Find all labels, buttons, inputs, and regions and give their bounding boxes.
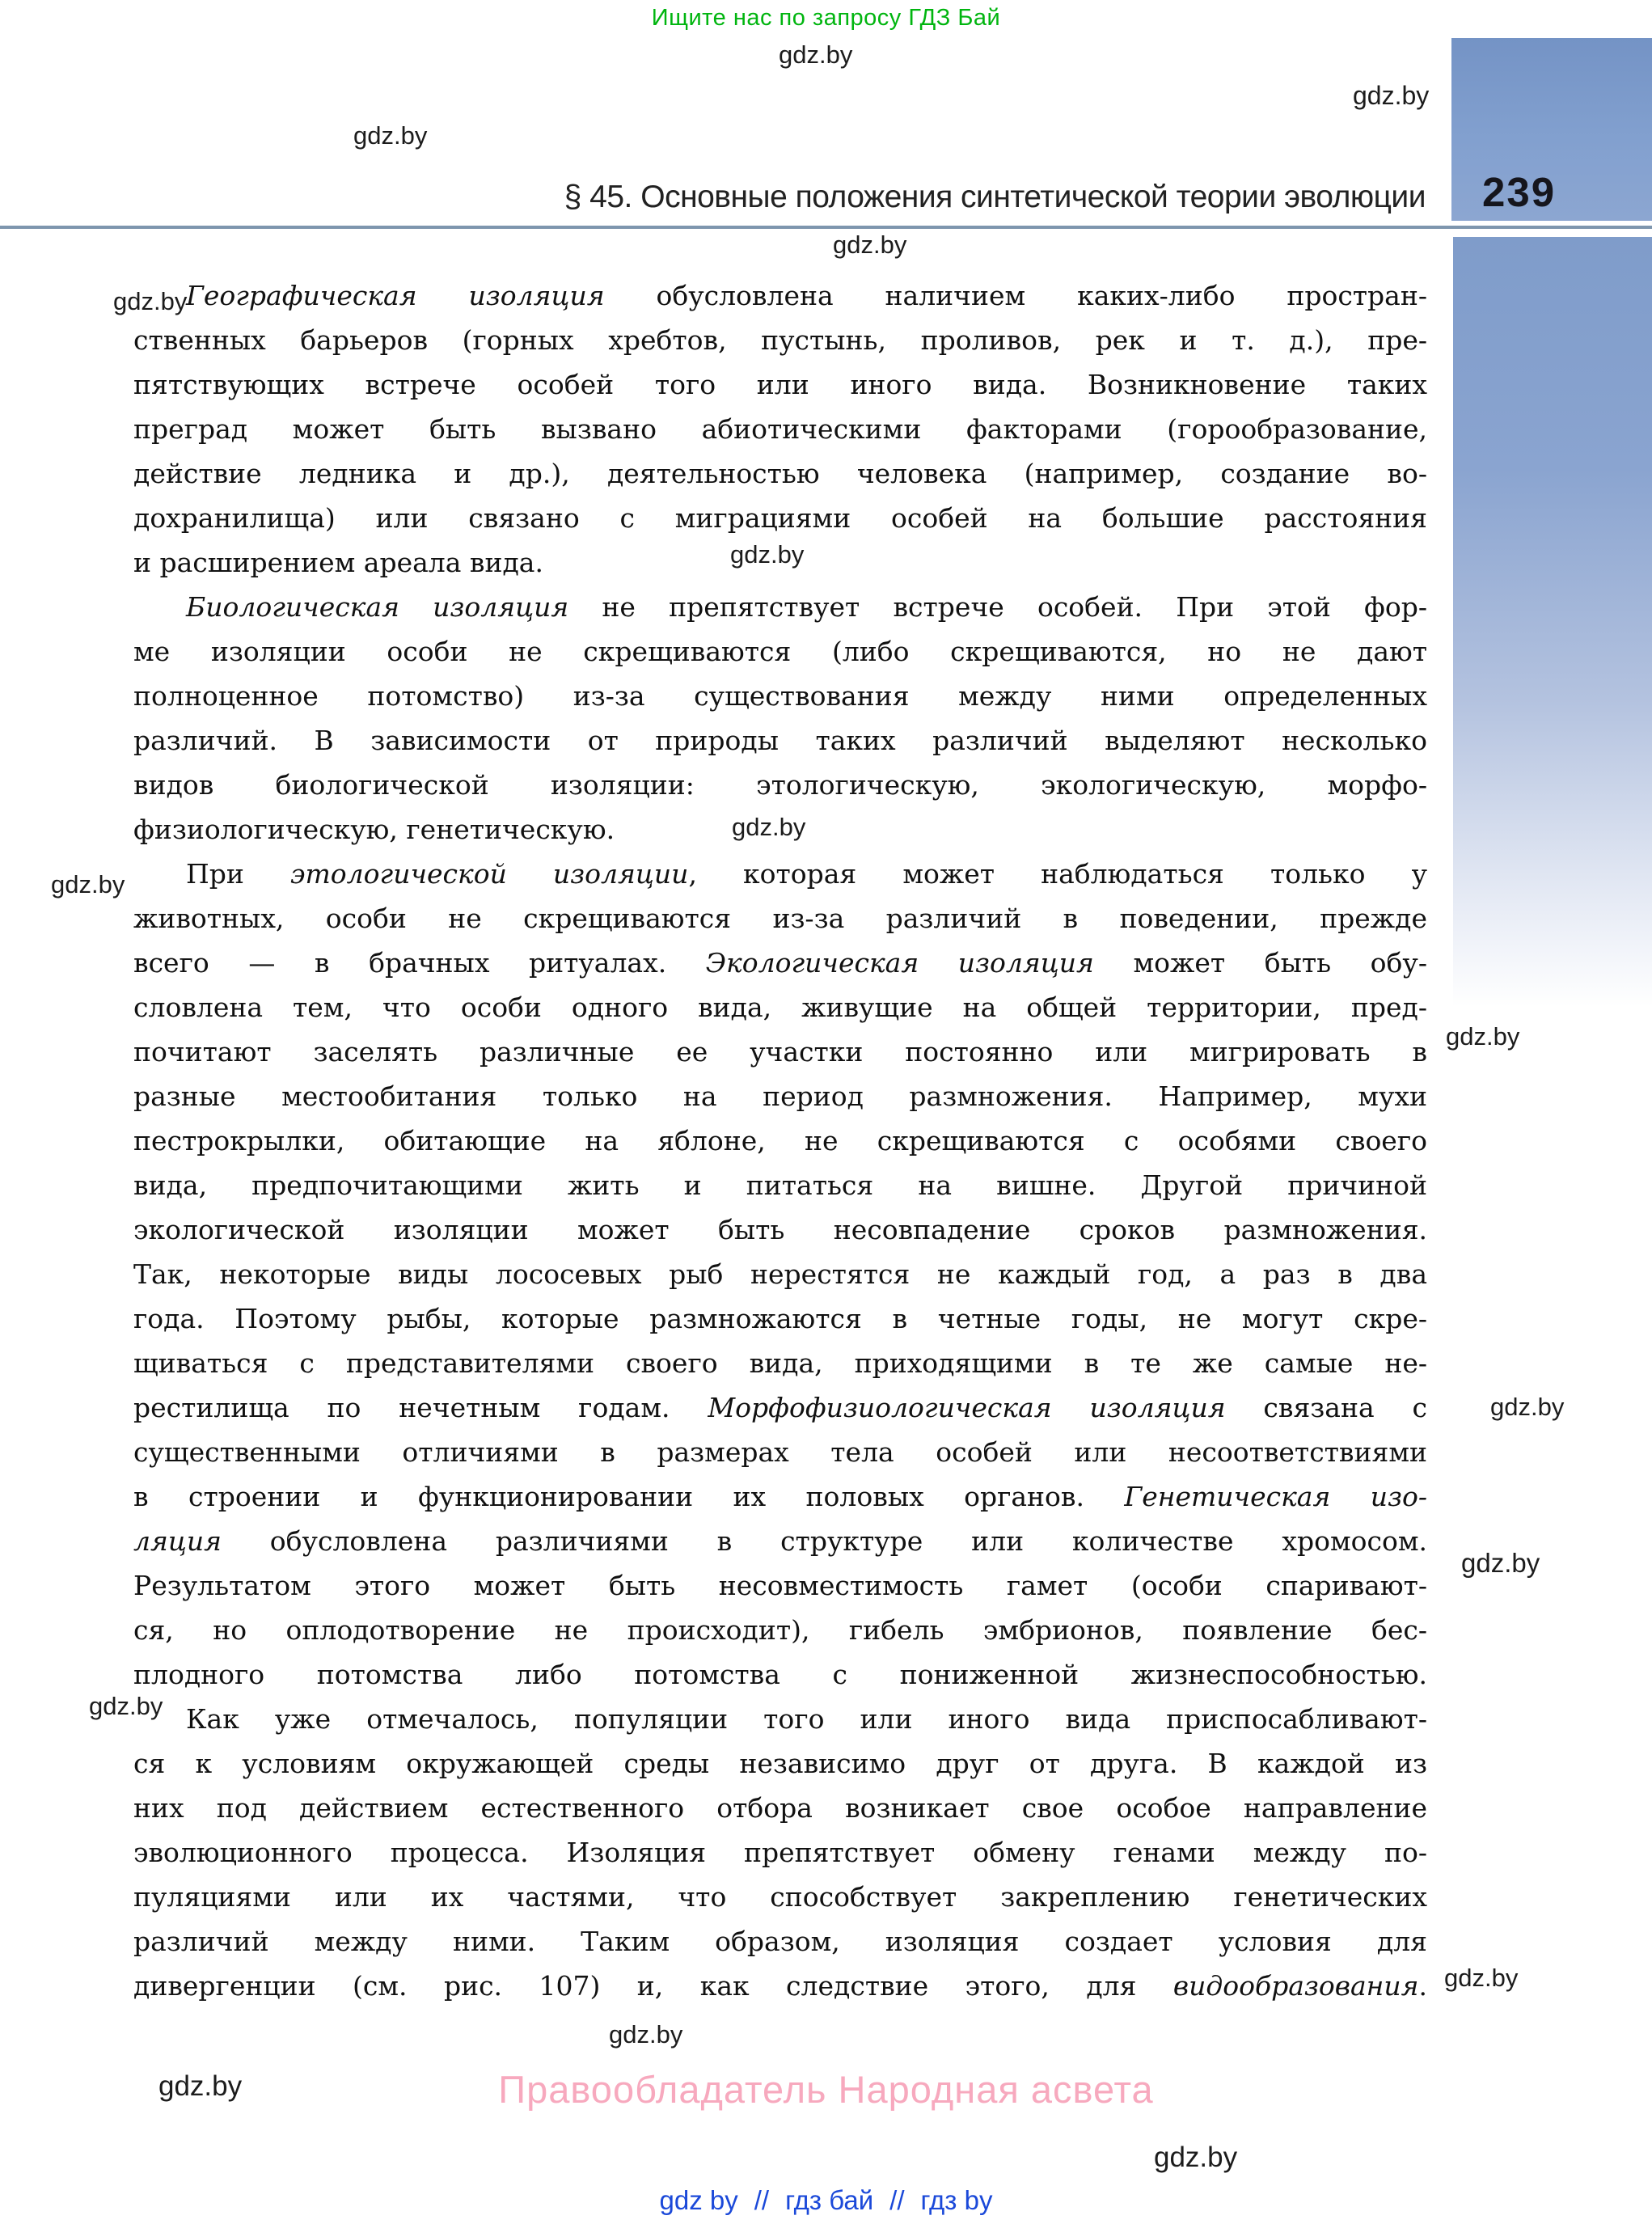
gdz-watermark: gdz.by [1461, 1548, 1540, 1578]
text-line: почитают заселять различные ее участки постоянно или мигрировать в [133, 1036, 1427, 1068]
gdz-watermark: gdz.by [51, 870, 125, 898]
gdz-watermark: gdz.by [89, 1692, 163, 1720]
gdz-watermark: gdz.by [730, 540, 805, 569]
text-line: преград может быть вызвано абиотическими факторами (горообразование, [133, 413, 1427, 445]
paragraph [133, 1697, 1427, 2008]
text-line: рестилища по нечетным годам. Морфофизиологическая изоляция связана с [133, 1392, 1427, 1423]
paragraph [133, 273, 1427, 585]
sidebar-gradient-panel [1453, 237, 1652, 1007]
gdz-watermark: gdz.by [833, 230, 907, 259]
gdz-watermark: gdz.by [732, 813, 806, 841]
text-line: Как уже отмечалось, популяции того или иного вида приспосабливают- [186, 1703, 1427, 1735]
paragraph [133, 852, 1427, 1697]
footer-links-separator: // [889, 2185, 905, 2215]
article-text [133, 273, 1427, 2008]
footer-links [0, 2185, 1652, 2216]
text-line: различий между ними. Таким образом, изоляция создает условия для [133, 1926, 1427, 1957]
footer-link-gdz-by[interactable]: gdz by [659, 2185, 738, 2215]
text-line: вида, предпочитающими жить и питаться на вишне. Другой причиной [133, 1169, 1427, 1201]
gdz-watermark: gdz.by [1353, 81, 1430, 110]
text-line: дохранилища) или связано с миграциями особей на большие расстояния [133, 502, 1427, 534]
text-line: различий. В зависимости от природы таких различий выделяют несколько [133, 725, 1427, 756]
text-line: Результатом этого может быть несовместимость гамет (особи спаривают- [133, 1570, 1427, 1601]
text-line: щиваться с представителями своего вида, приходящими в те же самые не- [133, 1347, 1427, 1379]
text-line: года. Поэтому рыбы, которые размножаются в четные годы, не могут скре- [133, 1303, 1427, 1334]
footer-links-separator: // [754, 2185, 770, 2215]
text-line: ляция обусловлена различиями в структуре или количестве хромосом. [133, 1525, 1427, 1557]
text-line: разные местообитания только на период размножения. Например, мухи [133, 1080, 1427, 1112]
text-line: пятствующих встрече особей того или иного вида. Возникновение таких [133, 369, 1427, 400]
text-line: Биологическая изоляция не препятствует встрече особей. При этой фор- [186, 591, 1427, 623]
text-line: в строении и функционировании их половых органов. Генетическая изо- [133, 1481, 1427, 1512]
text-line: ме изоляции особи не скрещиваются (либо скрещиваются, но не дают [133, 636, 1427, 667]
text-line: дивергенции (см. рис. 107) и, как следствие этого, для видообразования. [133, 1970, 1427, 2002]
text-line: пестрокрылки, обитающие на яблоне, не скрещиваются с особями своего [133, 1125, 1427, 1156]
gdz-watermark: gdz.by [1154, 2142, 1238, 2173]
gdz-watermark: gdz.by [609, 2020, 683, 2049]
header-rule [0, 226, 1652, 229]
text-line: Географическая изоляция обусловлена наличием каких-либо простран- [186, 280, 1427, 311]
text-line: всего — в брачных ритуалах. Экологическая изоляция может быть обу- [133, 947, 1427, 979]
text-line: ся к условиям окружающей среды независимо друг от друга. В каждой из [133, 1748, 1427, 1779]
gdz-watermark: gdz.by [1444, 1964, 1519, 1992]
text-line: ственных барьеров (горных хребтов, пустынь, проливов, рек и т. д.), пре- [133, 324, 1427, 356]
gdz-watermark: gdz.by [1446, 1022, 1520, 1051]
copyright-text: Правообладатель Народная асвета [498, 2068, 1154, 2111]
text-line: При этологической изоляции, которая может наблюдаться только у [186, 858, 1428, 890]
text-line: и расширением ареала вида. [133, 547, 543, 578]
text-line: пуляциями или их частями, что способствует закреплению генетических [133, 1881, 1427, 1913]
text-line: плодного потомства либо потомства с пониженной жизнеспособностью. [133, 1659, 1427, 1690]
gdz-watermark: gdz.by [779, 40, 853, 69]
text-line: словлена тем, что особи одного вида, живущие на общей территории, пред- [133, 991, 1427, 1023]
text-line: них под действием естественного отбора возникает свое особое направление [133, 1792, 1427, 1824]
page-number: 239 [1482, 169, 1557, 215]
text-line: экологической изоляции может быть несовпадение сроков размножения. [133, 1214, 1427, 1245]
text-line: видов биологической изоляции: этологическую, экологическую, морфо- [133, 769, 1427, 801]
text-line: физиологическую, генетическую. [133, 814, 615, 845]
text-line: существенными отличиями в размерах тела особей или несоответствиями [133, 1436, 1427, 1468]
gdz-watermark: gdz.by [353, 121, 428, 150]
paragraph [133, 585, 1427, 852]
footer-link-gdz-bai[interactable]: гдз бай [785, 2185, 874, 2215]
text-line: ся, но оплодотворение не происходит), гибель эмбрионов, появление бес- [133, 1614, 1427, 1646]
text-line: действие ледника и др.), деятельностью человека (например, создание во- [133, 458, 1427, 489]
gdz-watermark: gdz.by [1490, 1393, 1565, 1421]
gdz-watermark: gdz.by [158, 2070, 243, 2102]
text-line: эволюционного процесса. Изоляция препятствует обмену генами между по- [133, 1837, 1427, 1868]
section-title: § 45. Основные положения синтетической теории эволюции [564, 180, 1426, 214]
gdz-watermark: gdz.by [113, 287, 188, 315]
page-number-panel [1451, 38, 1652, 221]
footer-link-gdz-by-2[interactable]: гдз by [920, 2185, 993, 2215]
promo-banner: Ищите нас по запросу ГДЗ Бай [651, 5, 1001, 31]
text-line: полноценное потомство) из-за существования между ними определенных [133, 680, 1427, 712]
text-line: животных, особи не скрещиваются из-за различий в поведении, прежде [133, 903, 1427, 934]
text-line: Так, некоторые виды лососевых рыб нерестятся не каждый год, а раз в два [133, 1258, 1427, 1290]
